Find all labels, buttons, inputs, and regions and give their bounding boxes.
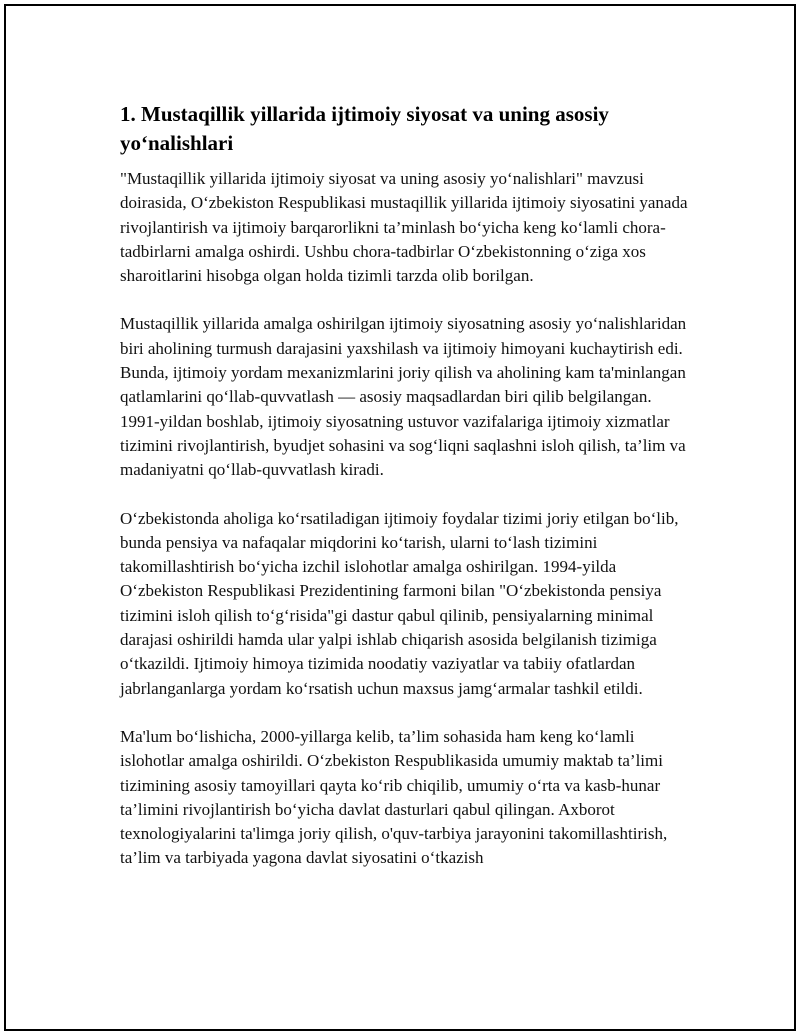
paragraph-4: Ma'lum bo‘lishicha, 2000-yillarga kelib, ta’lim sohasida ham keng ko‘lamli islohotlar amalga oshirildi. O‘zbekiston Respublikasida umumiy maktab ta’limi tizimining asosiy tamoyillari qayta ko‘rib chiqilib, umumiy o‘rta va kasb-hunar ta’limini rivojlantirish bo‘yicha davlat dasturlari qabul qilingan. Axborot texnologiyalarini ta'limga joriy qilish, o'quv-tarbiya jarayonini takomillashtirish, ta’lim va tarbiyada yagona davlat siyosatini o‘tkazish (120, 726, 668, 868)
paragraph-2: Mustaqillik yillarida amalga oshirilgan ijtimoiy siyosatning asosiy yo‘nalishlaridan biri aholining turmush darajasini yaxshilash va ijtimoiy himoyani kuchaytirish edi. Bunda, ijtimoiy yordam mexanizmlarini joriy qilish va aholining kam ta'minlangan qatlamlarini qo‘llab-quvvatlash — asosiy maqsadlardan biri qilib belgilangan. 1991-yildan boshlab, ijtimoiy siyosatning ustuvor vazifalariga ijtimoiy xizmatlar tizimini rivojlantirish, byudjet sohasini va sog‘liqni saqlashni isloh qilish, ta’lim va madaniyatni qo‘llab-quvvatlash kiradi. (120, 314, 687, 480)
page-title: 1. Mustaqillik yillarida ijtimoiy siyosat va uning asosiy yo‘nalishlari (120, 102, 609, 155)
paragraph-3: O‘zbekistonda aholiga ko‘rsatiladigan ijtimoiy foydalar tizimi joriy etilgan bo‘lib, bunda pensiya va nafaqalar miqdorini ko‘tarish, ularni to‘lash tizimini takomillashtirish bo‘yicha izchil islohotlar amalga oshirilgan. 1994-yilda O‘zbekiston Respublikasi Prezidentining farmoni bilan "O‘zbekistonda pensiya tizimini isloh qilish to‘g‘risida"gi dastur qabul qilinib, pensiyalarning minimal darajasi oshirildi hamda ular yalpi ishlab chiqarish asosida belgilanish tizimiga o‘tkazildi. Ijtimoiy himoya tizimida noodatiy vaziyatlar va tabiiy ofatlardan jabrlanganlarga yordam ko‘rsatish uchun maxsus jamg‘armalar tashkil etildi. (120, 508, 679, 698)
paragraph-1: "Mustaqillik yillarida ijtimoiy siyosat va uning asosiy yo‘nalishlari" mavzusi doirasida, O‘zbekiston Respublikasi mustaqillik yillarida ijtimoiy siyosatini yanada rivojlantirish va ijtimoiy barqarorlikni ta’minlash bo‘yicha keng ko‘lamli chora-tadbirlarni amalga oshirdi. Ushbu chora-tadbirlar O‘zbekistonning o‘ziga xos sharoitlarini hisobga olgan holda tizimli tarzda olib borilgan. (120, 169, 688, 286)
page-frame (4, 4, 796, 1031)
document-body (120, 100, 690, 895)
